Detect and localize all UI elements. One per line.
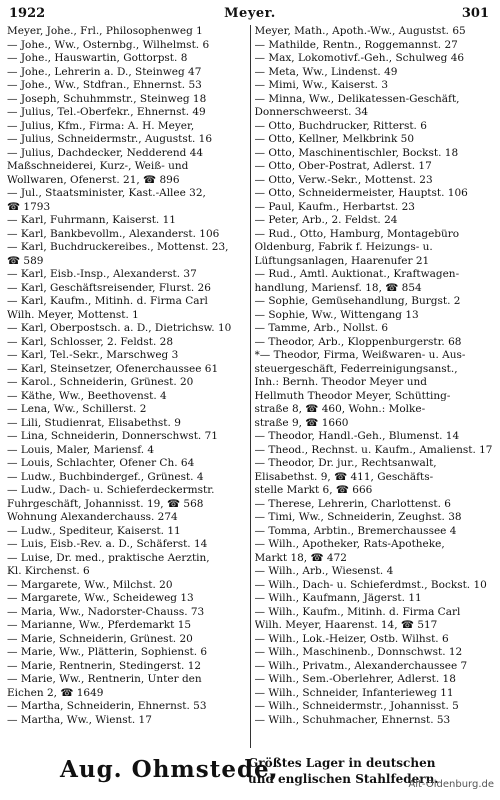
directory-entry: — Karl, Tel.-Sekr., Marschweg 3 <box>7 349 179 361</box>
directory-entry: — Karl, Eisb.-Insp., Alexanderst. 37 <box>7 268 197 280</box>
directory-entry: *— Theodor, Firma, Weißwaren- u. Aus- <box>254 349 466 361</box>
directory-entry: — Wilh., Kaufm., Mitinh. d. Firma Carl <box>254 605 461 618</box>
directory-entry: — Luise, Dr. med., praktische Aerztin, <box>7 551 210 564</box>
directory-entry: ☎ 1793 <box>7 200 51 213</box>
directory-entry: — Sophie, Ww., Wittengang 13 <box>254 308 419 321</box>
directory-entry: — Johe., Ww., Osternbg., Wilhelmst. 6 <box>7 38 210 51</box>
directory-entry: — Wilh., Apotheker, Rats-Apotheke, <box>254 538 445 550</box>
directory-entry: — Karl, Buchdruckereibes., Mottenst. 23, <box>7 241 229 253</box>
directory-entry: — Otto, Kellner, Melkbrink 50 <box>254 133 414 145</box>
directory-entry: Oldenburg, Fabrik f. Heizungs- u. <box>254 241 433 253</box>
directory-entry: — Wilh., Arb., Wiesenst. 4 <box>254 565 394 577</box>
directory-entry: — Ludw., Dach- u. Schieferdeckermstr. <box>7 484 215 496</box>
directory-entry: — Marie, Rentnerin, Stedingerst. 12 <box>7 659 202 672</box>
directory-entry: — Mimi, Ww., Kaiserst. 3 <box>254 79 389 91</box>
directory-entry: — Paul, Kaufm., Herbartst. 23 <box>254 200 415 213</box>
directory-entry: — Marie, Ww., Plätterin, Sophienst. 6 <box>7 646 208 658</box>
directory-entry: — Louis, Maler, Mariensf. 4 <box>7 443 155 456</box>
directory-entry: ☎ 589 <box>7 254 44 267</box>
directory-entry: handlung, Mariensf. 18, ☎ 854 <box>254 281 422 294</box>
directory-entry: — Lena, Ww., Schillerst. 2 <box>7 403 147 415</box>
directory-entry: — Jul., Staatsminister, Kast.-Allee 32, <box>7 187 206 199</box>
directory-entry: — Max, Lokomotivf.-Geh., Schulweg 46 <box>254 52 465 64</box>
directory-entry: — Johe., Hauswartin, Gottorpst. 8 <box>7 52 188 64</box>
directory-entry: — Tamme, Arb., Nollst. 6 <box>254 322 389 334</box>
directory-entry: — Wilh., Schneider, Infanterieweg 11 <box>254 686 454 699</box>
footer-advertisement <box>0 752 500 794</box>
directory-entry: — Marianne, Ww., Pferdemarkt 15 <box>7 619 192 631</box>
directory-entry: Meyer, Math., Apoth.-Ww., Augustst. 65 <box>254 25 466 37</box>
directory-entry: — Karl, Oberpostsch. a. D., Dietrichsw. 10 <box>7 322 232 334</box>
tagline-line-2: und englischen Stahlfedern. <box>248 772 439 786</box>
directory-entry: — Theodor, Arb., Kloppenburgerstr. 68 <box>254 335 462 348</box>
directory-entry: Donnerschweerst. 34 <box>254 106 369 118</box>
directory-entry: — Julius, Tel.-Oberfekr., Ehnernst. 49 <box>7 106 206 118</box>
watermark: Alt-Oldenburg.de <box>408 779 494 790</box>
directory-entry: Markt 18, ☎ 472 <box>254 551 347 564</box>
directory-entry: — Wilh., Kaufmann, Jägerst. 11 <box>254 592 422 604</box>
header-surname: Meyer. <box>224 6 276 21</box>
directory-entry: — Karl, Fuhrmann, Kaiserst. 11 <box>7 214 176 226</box>
directory-entry: — Karl, Bankbevollm., Alexanderst. 106 <box>7 227 220 240</box>
directory-entry: — Otto, Maschinentischler, Bockst. 18 <box>254 146 459 159</box>
directory-entry: — Lili, Studienrat, Elisabethst. 9 <box>7 416 181 429</box>
directory-entry: — Johe., Lehrerin a. D., Steinweg 47 <box>7 65 202 78</box>
directory-entry: — Ludw., Spediteur, Kaiserst. 11 <box>7 524 181 537</box>
directory-entry: Hellmuth Theodor Meyer, Schütting- <box>254 389 451 402</box>
directory-entry: — Theodor, Dr. jur., Rechtsanwalt, <box>254 457 437 469</box>
directory-entry: — Marie, Schneiderin, Grünest. 20 <box>7 632 193 645</box>
page-header <box>7 6 493 22</box>
directory-entry: Wollwaren, Ofenerst. 21, ☎ 896 <box>7 173 180 186</box>
tagline-line-1: Größtes Lager in deutschen <box>248 756 436 770</box>
directory-entry: — Johe., Ww., Stdfran., Ehnernst. 53 <box>7 79 202 91</box>
directory-entry: — Wilh., Schuhmacher, Ehnernst. 53 <box>254 713 451 726</box>
directory-entry: — Martha, Ww., Wienst. 17 <box>7 713 152 726</box>
directory-entry: — Wilh., Maschinenb., Donnschwst. 12 <box>254 646 463 658</box>
directory-entry: — Julius, Dachdecker, Nedderend 44 <box>7 146 204 159</box>
directory-entry: — Wilh., Schneidermstr., Johannisst. 5 <box>254 700 459 712</box>
directory-entry: — Margarete, Ww., Scheideweg 13 <box>7 592 194 604</box>
directory-entry: — Marie, Ww., Rentnerin, Unter den <box>7 673 202 685</box>
directory-entry: — Ludw., Buchbindergef., Grünest. 4 <box>7 470 204 483</box>
directory-entry: Wohnung Alexanderchauss. 274 <box>7 511 178 523</box>
directory-entry: — Minna, Ww., Delikatessen-Geschäft, <box>254 92 460 105</box>
advertiser-name: Aug. Ohmstede, <box>60 756 279 783</box>
directory-columns <box>7 25 493 748</box>
directory-entry: — Lina, Schneiderin, Donnerschwst. 71 <box>7 430 218 442</box>
directory-entry: — Wilh., Sem.-Oberlehrer, Adlerst. 18 <box>254 673 456 685</box>
directory-entry: — Peter, Arb., 2. Feldst. 24 <box>254 214 398 226</box>
directory-entry: — Wilh., Dach- u. Schieferdmst., Bockst. 10 <box>254 578 487 591</box>
directory-entry: — Rud., Otto, Hamburg, Montagebüro <box>254 227 460 240</box>
directory-entry: — Wilh., Privatm., Alexanderchaussee 7 <box>254 659 468 672</box>
directory-entry: — Julius, Kfm., Firma: A. H. Meyer, <box>7 119 195 132</box>
directory-entry: — Otto, Ober-Postrat, Adlerst. 17 <box>254 160 432 172</box>
directory-entry: — Otto, Verw.-Sekr., Mottenst. 23 <box>254 173 433 186</box>
directory-entry: — Julius, Schneidermstr., Augustst. 16 <box>7 133 213 145</box>
directory-entry: — Karl, Schlosser, 2. Feldst. 28 <box>7 335 174 348</box>
directory-entry: Inh.: Bernh. Theodor Meyer und <box>254 376 427 388</box>
directory-entry: — Karl, Kaufm., Mitinh. d. Firma Carl <box>7 295 208 307</box>
directory-entry: — Käthe, Ww., Beethovenst. 4 <box>7 389 167 402</box>
directory-entry: — Sophie, Gemüsehandlung, Burgst. 2 <box>254 295 461 307</box>
directory-entry: — Karl, Steinsetzer, Ofenerchaussee 61 <box>7 362 219 375</box>
directory-entry: — Karol., Schneiderin, Grünest. 20 <box>7 376 194 388</box>
directory-entry: Kl. Kirchenst. 6 <box>7 565 90 577</box>
directory-entry: — Therese, Lehrerin, Charlottenst. 6 <box>254 497 451 510</box>
header-page-number: 301 <box>461 6 489 21</box>
directory-entry: — Meta, Ww., Lindenst. 49 <box>254 65 398 78</box>
directory-entry: — Luis, Eisb.-Rev. a. D., Schäferst. 14 <box>7 538 208 550</box>
directory-entry: — Timi, Ww., Schneiderin, Zeughst. 38 <box>254 511 462 523</box>
directory-entry: steuergeschäft, Federreinigungsanst., <box>254 362 458 375</box>
directory-entry: — Theod., Rechnst. u. Kaufm., Amalienst. 17 <box>254 443 493 456</box>
directory-entry: straße 9, ☎ 1660 <box>254 416 349 429</box>
directory-entry: — Mathilde, Rentn., Roggemannst. 27 <box>254 38 458 51</box>
directory-entry: Wilh. Meyer, Mottenst. 1 <box>7 308 139 321</box>
directory-entry: — Joseph, Schuhmmstr., Steinweg 18 <box>7 92 207 105</box>
directory-entry: — Rud., Amtl. Auktionat., Kraftwagen- <box>254 268 460 280</box>
directory-entry: Lüftungsanlagen, Haarenufer 21 <box>254 254 430 267</box>
directory-entry: Elisabethst. 9, ☎ 411, Geschäfts- <box>254 470 434 483</box>
directory-entry: — Maria, Ww., Nadorster-Chauss. 73 <box>7 605 205 618</box>
directory-entry: — Martha, Schneiderin, Ehnernst. 53 <box>7 700 207 712</box>
directory-entry: stelle Markt 6, ☎ 666 <box>254 484 373 496</box>
directory-entry: — Wilh., Lok.-Heizer, Ostb. Wilhst. 6 <box>254 632 449 645</box>
directory-entry: Wilh. Meyer, Haarenst. 14, ☎ 517 <box>254 619 438 631</box>
directory-entry: — Louis, Schlachter, Ofener Ch. 64 <box>7 457 195 469</box>
left-column <box>7 25 250 748</box>
directory-entry: Maßschneiderei, Kurz-, Weiß- und <box>7 160 189 172</box>
directory-entry: Meyer, Johe., Frl., Philosophenweg 1 <box>7 25 203 37</box>
directory-entry: — Tomma, Arbtin., Bremerchaussee 4 <box>254 524 457 537</box>
header-year: 1922 <box>9 6 46 21</box>
directory-entry: — Theodor, Handl.-Geh., Blumenst. 14 <box>254 430 460 442</box>
directory-entry: straße 8, ☎ 460, Wohn.: Molke- <box>254 403 426 415</box>
directory-entry: — Margarete, Ww., Milchst. 20 <box>7 578 173 591</box>
directory-entry: Fuhrgeschäft, Johannisst. 19, ☎ 568 <box>7 497 204 510</box>
right-column <box>250 25 494 748</box>
directory-entry: — Otto, Buchdrucker, Ritterst. 6 <box>254 119 427 132</box>
directory-entry: — Otto, Schneidermeister, Hauptst. 106 <box>254 187 468 199</box>
directory-entry: Eichen 2, ☎ 1649 <box>7 686 104 699</box>
directory-entry: — Karl, Geschäftsreisender, Flurst. 26 <box>7 281 211 294</box>
